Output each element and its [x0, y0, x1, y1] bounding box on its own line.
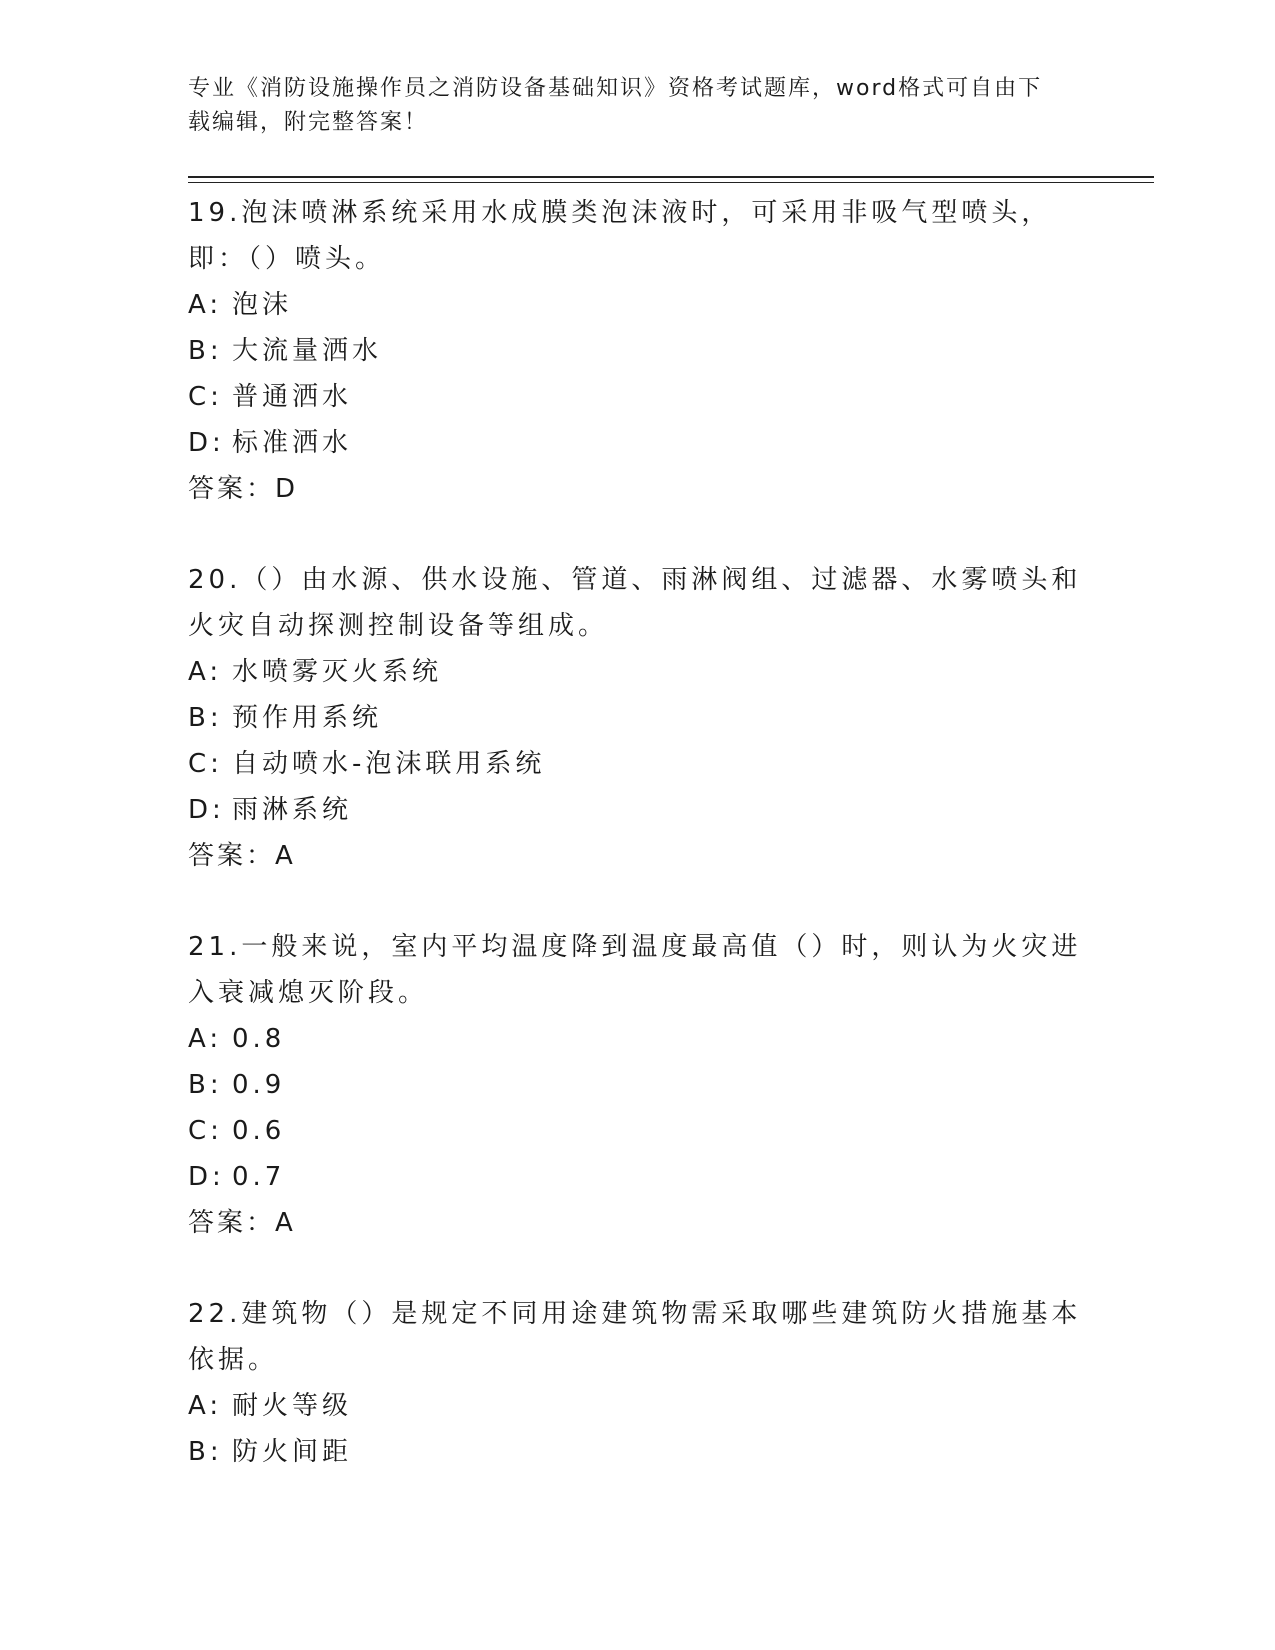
- option-b: [188, 695, 1088, 741]
- option-text: 0.9: [232, 1070, 286, 1100]
- option-letter: C:: [188, 382, 223, 412]
- option-a: [188, 282, 1088, 328]
- option-letter: B:: [188, 336, 223, 366]
- option-letter: C:: [188, 1116, 223, 1146]
- option-letter: A:: [188, 290, 223, 320]
- option-a: [188, 649, 1088, 695]
- option-text: 防火间距: [232, 1437, 353, 1467]
- option-text: 0.8: [232, 1024, 286, 1054]
- option-c: [188, 374, 1088, 420]
- option-text: 大流量洒水: [232, 336, 383, 366]
- option-text: 泡沫: [232, 290, 293, 320]
- document-header: [188, 72, 1068, 140]
- option-text: 0.7: [232, 1162, 286, 1192]
- option-text: 水喷雾灭火系统: [232, 657, 443, 687]
- option-b: [188, 1429, 1088, 1475]
- option-text: 自动喷水-泡沫联用系统: [232, 749, 546, 779]
- option-d: [188, 420, 1088, 466]
- question-stem: 21.一般来说，室内平均温度降到温度最高值（）时，则认为火灾进入衰减熄灭阶段。: [188, 932, 1082, 1008]
- option-c: [188, 741, 1088, 787]
- option-d: [188, 787, 1088, 833]
- question-21: [188, 924, 1088, 1246]
- option-b: [188, 1062, 1088, 1108]
- option-letter: D:: [188, 1162, 225, 1192]
- question-stem: 19.泡沫喷淋系统采用水成膜类泡沫液时，可采用非吸气型喷头，即：（）喷头。: [188, 198, 1052, 274]
- question-20: [188, 557, 1088, 879]
- option-d: [188, 1154, 1088, 1200]
- header-divider-thin: [188, 182, 1154, 183]
- answer-line: 答案：D: [188, 474, 299, 504]
- option-letter: B:: [188, 1437, 223, 1467]
- question-stem: 22.建筑物（）是规定不同用途建筑物需采取哪些建筑防火措施基本依据。: [188, 1299, 1082, 1375]
- question-stem: 20.（）由水源、供水设施、管道、雨淋阀组、过滤器、水雾喷头和火灾自动探测控制设备等组成。: [188, 565, 1082, 641]
- question-19: [188, 190, 1088, 512]
- option-letter: A:: [188, 1024, 223, 1054]
- option-letter: D:: [188, 428, 225, 458]
- option-text: 预作用系统: [232, 703, 383, 733]
- option-letter: B:: [188, 703, 223, 733]
- option-letter: B:: [188, 1070, 223, 1100]
- question-22: [188, 1291, 1088, 1475]
- option-text: 耐火等级: [232, 1391, 353, 1421]
- option-text: 普通洒水: [232, 382, 353, 412]
- option-text: 雨淋系统: [232, 795, 353, 825]
- option-c: [188, 1108, 1088, 1154]
- option-letter: A:: [188, 657, 223, 687]
- option-letter: D:: [188, 795, 225, 825]
- option-a: [188, 1383, 1088, 1429]
- header-divider-thick: [188, 176, 1154, 178]
- answer-line: 答案：A: [188, 1208, 296, 1238]
- option-letter: C:: [188, 749, 223, 779]
- question-list: [188, 190, 1088, 1520]
- option-b: [188, 328, 1088, 374]
- option-text: 0.6: [232, 1116, 286, 1146]
- answer-line: 答案：A: [188, 841, 296, 871]
- option-text: 标准洒水: [232, 428, 353, 458]
- option-a: [188, 1016, 1088, 1062]
- option-letter: A:: [188, 1391, 223, 1421]
- header-line-2: 载编辑，附完整答案！: [188, 110, 429, 135]
- header-line-1: 专业《消防设施操作员之消防设备基础知识》资格考试题库，word格式可自由下: [188, 76, 1043, 101]
